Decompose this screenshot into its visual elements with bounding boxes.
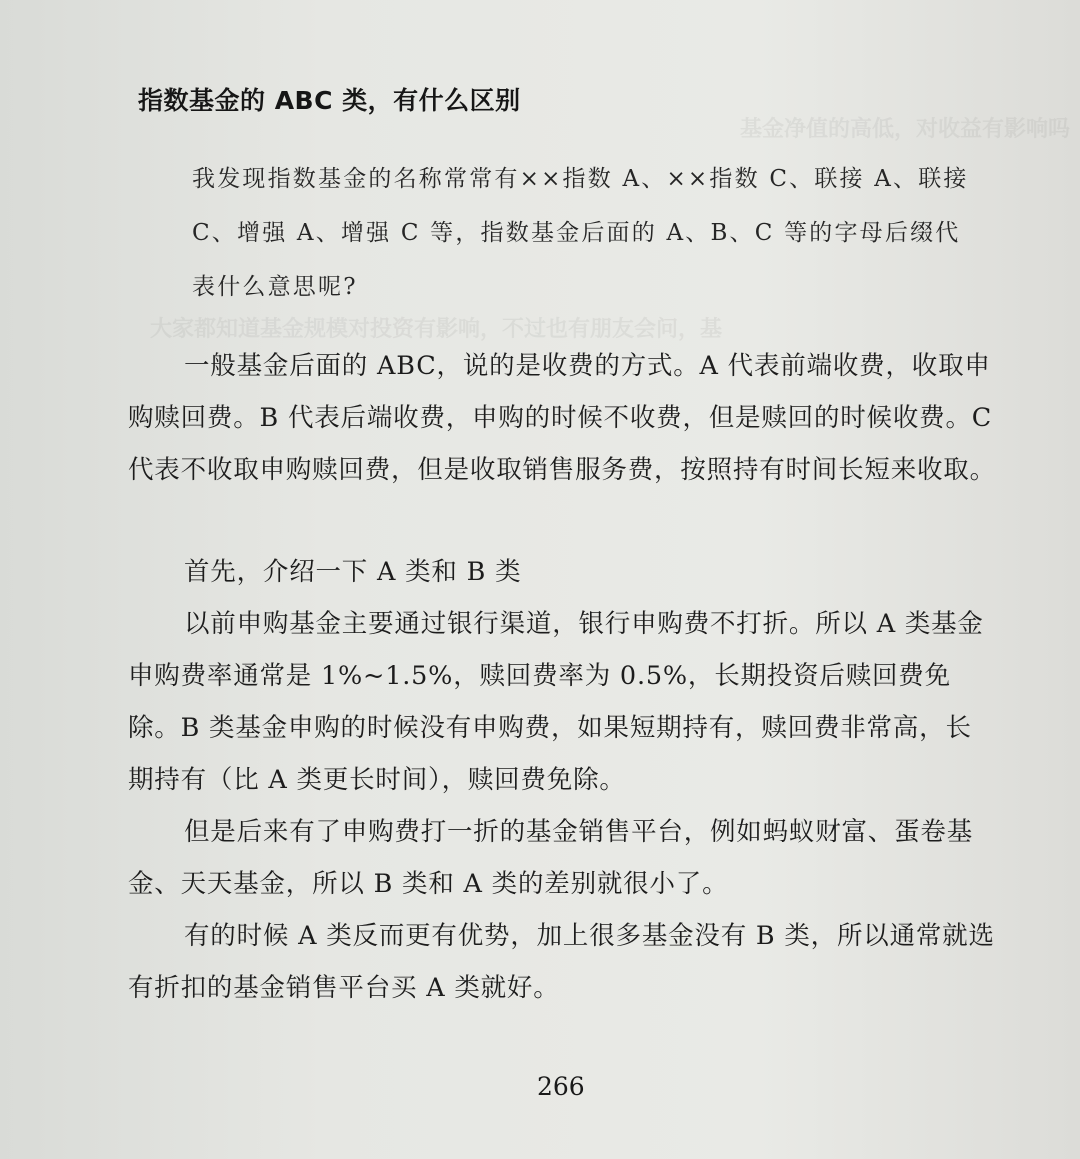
bleed-through-text: 基金净值的高低，对收益有影响吗 [740, 117, 1071, 142]
page-title: 指数基金的 ABC 类，有什么区别 [138, 85, 521, 115]
paragraph-discount-platforms: 但是后来有了申购费打一折的基金销售平台，例如蚂蚁财富、蛋卷基金、天天基金，所以 B 类和 A 类的差别就很小了。 [128, 817, 974, 899]
question-block [192, 152, 982, 314]
page-number: 266 [537, 1072, 585, 1101]
section-heading-a-b: 首先，介绍一下 A 类和 B 类 [184, 557, 522, 587]
bleed-through-text: 大家都知道基金规模对投资有影响，不过也有朋友会问，基 [150, 317, 723, 342]
paragraph-a-b-fees: 以前申购基金主要通过银行渠道，银行申购费不打折。所以 A 类基金申购费率通常是 1%~1.5%，赎回费率为 0.5%，长期投资后赎回费免除。B 类基金申购的时候没有申购费，如果短期持有，赎回费非常高，长期持有（比 A 类更长时间），赎回费免除。 [128, 609, 984, 795]
question-text: 我发现指数基金的名称常常有××指数 A、××指数 C、联接 A、联接 C、增强 A、增强 C 等，指数基金后面的 A、B、C 等的字母后缀代表什么意思呢? [192, 166, 969, 300]
paragraph-conclusion: 有的时候 A 类反而更有优势，加上很多基金没有 B 类，所以通常就选有折扣的基金销售平台买 A 类就好。 [128, 921, 995, 1003]
paragraph-abc-meaning: 一般基金后面的 ABC，说的是收费的方式。A 代表前端收费，收取申购赎回费。B 代表后端收费，申购的时候不收费，但是赎回的时候收费。C 代表不收取申购赎回费，但是收取销售服务费，按照持有时间长短来收取。 [128, 351, 996, 485]
answer-body [128, 546, 998, 1014]
answer-intro [128, 340, 998, 496]
